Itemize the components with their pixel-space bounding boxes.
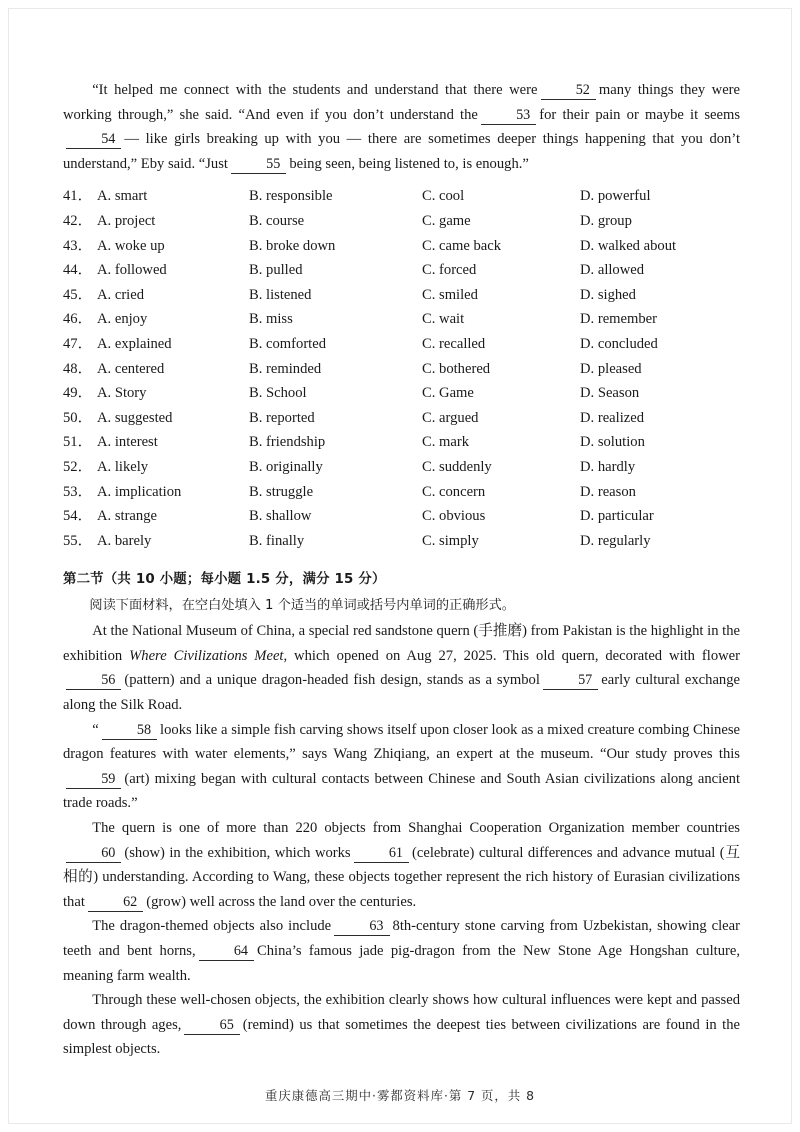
mcq-number: 54． [63, 508, 93, 525]
grammar-text-15: (remind) us that sometimes the deepest ties between civilizations are found in the simplest objects. [63, 1016, 740, 1058]
mcq-option-b[interactable]: B. miss [249, 311, 293, 328]
mcq-option-a[interactable]: A. explained [97, 335, 172, 352]
blank-57[interactable]: 57 [543, 671, 598, 690]
blank-60[interactable]: 60 [66, 844, 121, 863]
mcq-number: 45． [63, 286, 93, 303]
blank-65[interactable]: 65 [184, 1016, 239, 1035]
blank-56[interactable]: 56 [66, 671, 121, 690]
mcq-row [63, 307, 740, 332]
mcq-row [63, 529, 740, 554]
mcq-number: 47． [63, 335, 93, 352]
mcq-option-a[interactable]: A. enjoy [97, 311, 148, 328]
mcq-option-b[interactable]: B. shallow [249, 508, 312, 525]
mcq-option-c[interactable]: C. suddenly [422, 458, 492, 475]
mcq-option-c[interactable]: C. Game [422, 385, 474, 402]
mcq-option-b[interactable]: B. School [249, 385, 307, 402]
mcq-number: 49． [63, 385, 93, 402]
mcq-option-b[interactable]: B. pulled [249, 262, 303, 279]
mcq-number: 48． [63, 360, 93, 377]
grammar-text-13: China’s famous jade pig-dragon from the New Stone Age Hongshan culture, meaning farm wealth. [63, 943, 740, 984]
blank-64[interactable]: 64 [199, 942, 254, 961]
mcq-row [63, 234, 740, 259]
grammar-text-14: Through these well-chosen objects, the exhibition clearly shows how cultural influences were kept and passed down through ages, [63, 992, 740, 1033]
grammar-text-5: looks like a simple fish carving shows itself upon closer look as a mixed creature combing Chinese dragon features with water elements,” says Wang Zhiqiang, an expert at the museum. “Our study proves this [63, 721, 740, 763]
blank-62[interactable]: 62 [88, 893, 143, 912]
mcq-row [63, 209, 740, 234]
mcq-option-a[interactable]: A. woke up [97, 237, 165, 254]
mcq-option-b[interactable]: B. reported [249, 409, 315, 426]
cloze-text-4: — like girls breaking up with you — there are sometimes deeper things happening that you don’t understand,” Eby said. “Just [63, 131, 740, 172]
mcq-option-a[interactable]: A. barely [97, 532, 152, 549]
grammar-text-9: (celebrate) cultural differences and advance mutual (互相的) understanding. According to Wang, these objects together represent the rich history of Eurasian civilizations that [63, 844, 741, 910]
mcq-row [63, 480, 740, 505]
mcq-option-a[interactable]: A. interest [97, 434, 158, 451]
cloze-text-3: for their pain or maybe it seems [539, 106, 740, 123]
mcq-option-c[interactable]: C. obvious [422, 508, 486, 525]
mcq-row [63, 455, 740, 480]
section-two-instruction: 阅读下面材料，在空白处填入 1 个适当的单词或括号内单词的正确形式。 [89, 598, 515, 614]
mcq-option-b[interactable]: B. comforted [249, 335, 327, 352]
grammar-text-11: The dragon-themed objects also include [92, 918, 332, 935]
mcq-option-b[interactable]: B. finally [249, 532, 305, 549]
mcq-option-b[interactable]: B. responsible [249, 188, 333, 205]
mcq-number: 46． [63, 311, 93, 328]
cloze-text-5: being seen, being listened to, is enough.” [289, 155, 529, 172]
mcq-row [63, 504, 740, 529]
mcq-option-c[interactable]: C. forced [422, 262, 477, 279]
section-two-heading: 第二节（共 10 小题；每小题 1.5 分，满分 15 分） [63, 572, 386, 588]
page-footer: 重庆康德高三期中·雾都资料库·第 7 页，共 8 [264, 1088, 536, 1103]
mcq-option-a[interactable]: A. cried [97, 286, 145, 303]
grammar-paragraph-5 [63, 988, 740, 1062]
mcq-number: 55． [63, 532, 93, 549]
mcq-option-c[interactable]: C. argued [422, 409, 479, 426]
mcq-row [63, 184, 740, 209]
mcq-option-d[interactable]: D. remember [580, 311, 657, 328]
mcq-row [63, 258, 740, 283]
mcq-row [63, 283, 740, 308]
mcq-option-c[interactable]: C. smiled [422, 286, 478, 303]
blank-54[interactable]: 54 [66, 130, 121, 149]
grammar-text-8: (show) in the exhibition, which works [124, 844, 351, 861]
mcq-option-b[interactable]: B. course [249, 212, 305, 229]
mcq-option-c[interactable]: C. mark [422, 434, 470, 451]
cloze-paragraph [63, 78, 740, 176]
mcq-number: 43． [63, 237, 93, 254]
mcq-row [63, 430, 740, 455]
multiple-choice-list [63, 184, 740, 553]
mcq-option-d[interactable]: D. concluded [580, 335, 658, 352]
mcq-option-a[interactable]: A. centered [97, 360, 165, 377]
mcq-option-c[interactable]: C. concern [422, 483, 486, 500]
blank-53[interactable]: 53 [481, 106, 536, 125]
mcq-option-d[interactable]: D. powerful [580, 188, 651, 205]
grammar-paragraph-4 [63, 914, 740, 988]
mcq-row [63, 381, 740, 406]
mcq-option-d[interactable]: D. reason [580, 483, 636, 500]
mcq-option-d[interactable]: D. solution [580, 434, 645, 451]
mcq-option-d[interactable]: D. hardly [580, 458, 636, 475]
grammar-text-3: (pattern) and a unique dragon-headed fish design, stands as a symbol [124, 672, 540, 689]
mcq-number: 44． [63, 262, 93, 279]
blank-52[interactable]: 52 [541, 81, 596, 100]
mcq-option-b[interactable]: B. originally [249, 458, 323, 475]
mcq-option-a[interactable]: A. smart [97, 188, 148, 205]
grammar-paragraph-1 [63, 619, 740, 717]
mcq-option-a[interactable]: A. implication [97, 483, 182, 500]
grammar-text-7: The quern is one of more than 220 objects from Shanghai Cooperation Organization member countries [92, 820, 740, 837]
mcq-option-b[interactable]: B. friendship [249, 434, 326, 451]
mcq-option-d[interactable]: D. pleased [580, 360, 642, 377]
mcq-option-c[interactable]: C. recalled [422, 335, 486, 352]
mcq-number: 50． [63, 409, 93, 426]
mcq-option-a[interactable]: A. suggested [97, 409, 173, 426]
grammar-text-1: At the National Museum of China, a special red sandstone quern (手推磨) from Pakistan is the highlight in the exhibition [63, 623, 740, 664]
mcq-number: 51． [63, 434, 93, 451]
page-content [63, 78, 740, 1062]
grammar-paragraph-3 [63, 816, 740, 914]
grammar-text-10: (grow) well across the land over the centuries. [146, 893, 417, 910]
mcq-option-d[interactable]: D. walked about [580, 237, 677, 254]
grammar-text-4: early cultural exchange along the Silk Road. [63, 672, 740, 714]
grammar-paragraph-2 [63, 718, 740, 816]
mcq-option-a[interactable]: A. likely [97, 458, 149, 475]
mcq-option-d[interactable]: D. realized [580, 409, 645, 426]
mcq-number: 41． [63, 188, 93, 205]
mcq-option-b[interactable]: B. reminded [249, 360, 322, 377]
grammar-text-12: 8th-century stone carving from Uzbekistan, showing clear teeth and bent horns, [63, 918, 741, 959]
mcq-option-c[interactable]: C. game [422, 212, 471, 229]
cloze-text-2: many things they were working through,” she said. “And even if you don’t understand the [63, 82, 741, 123]
cloze-text-1: “It helped me connect with the students and understand that there were [92, 82, 538, 98]
mcq-row [63, 332, 740, 357]
mcq-option-c[interactable]: C. wait [422, 311, 465, 328]
mcq-option-d[interactable]: D. particular [580, 508, 654, 525]
exhibition-title: Where Civilizations Meet [129, 647, 284, 664]
mcq-number: 53． [63, 483, 93, 500]
mcq-option-d[interactable]: D. allowed [580, 262, 645, 279]
mcq-option-c[interactable]: C. simply [422, 532, 479, 549]
mcq-option-c[interactable]: C. bothered [422, 360, 491, 377]
mcq-option-d[interactable]: D. Season [580, 385, 640, 402]
mcq-row [63, 406, 740, 431]
mcq-number: 42． [63, 212, 93, 229]
mcq-option-d[interactable]: D. sighed [580, 286, 636, 303]
mcq-option-d[interactable]: D. group [580, 212, 632, 229]
mcq-option-a[interactable]: A. Story [97, 385, 147, 402]
quote-open-mark: “ [92, 721, 99, 738]
mcq-row [63, 357, 740, 382]
mcq-option-c[interactable]: C. came back [422, 237, 502, 254]
mcq-option-b[interactable]: B. listened [249, 286, 312, 303]
blank-63[interactable]: 63 [334, 917, 389, 936]
blank-59[interactable]: 59 [66, 770, 121, 789]
grammar-text-6: (art) mixing began with cultural contacts between Chinese and South Asian civilizations along ancient trade roads.” [63, 770, 740, 812]
mcq-option-b[interactable]: B. broke down [249, 237, 336, 254]
grammar-text-2: , which opened on Aug 27, 2025. This old quern, decorated with flower [283, 647, 740, 664]
mcq-option-a[interactable]: A. project [97, 212, 156, 229]
blank-61[interactable]: 61 [354, 844, 409, 863]
mcq-option-a[interactable]: A. strange [97, 508, 157, 525]
blank-58[interactable]: 58 [102, 721, 157, 740]
mcq-option-a[interactable]: A. followed [97, 262, 167, 279]
mcq-option-b[interactable]: B. struggle [249, 483, 314, 500]
mcq-option-d[interactable]: D. regularly [580, 532, 651, 549]
blank-55[interactable]: 55 [231, 155, 286, 174]
mcq-number: 52． [63, 458, 93, 475]
mcq-option-c[interactable]: C. cool [422, 188, 465, 205]
